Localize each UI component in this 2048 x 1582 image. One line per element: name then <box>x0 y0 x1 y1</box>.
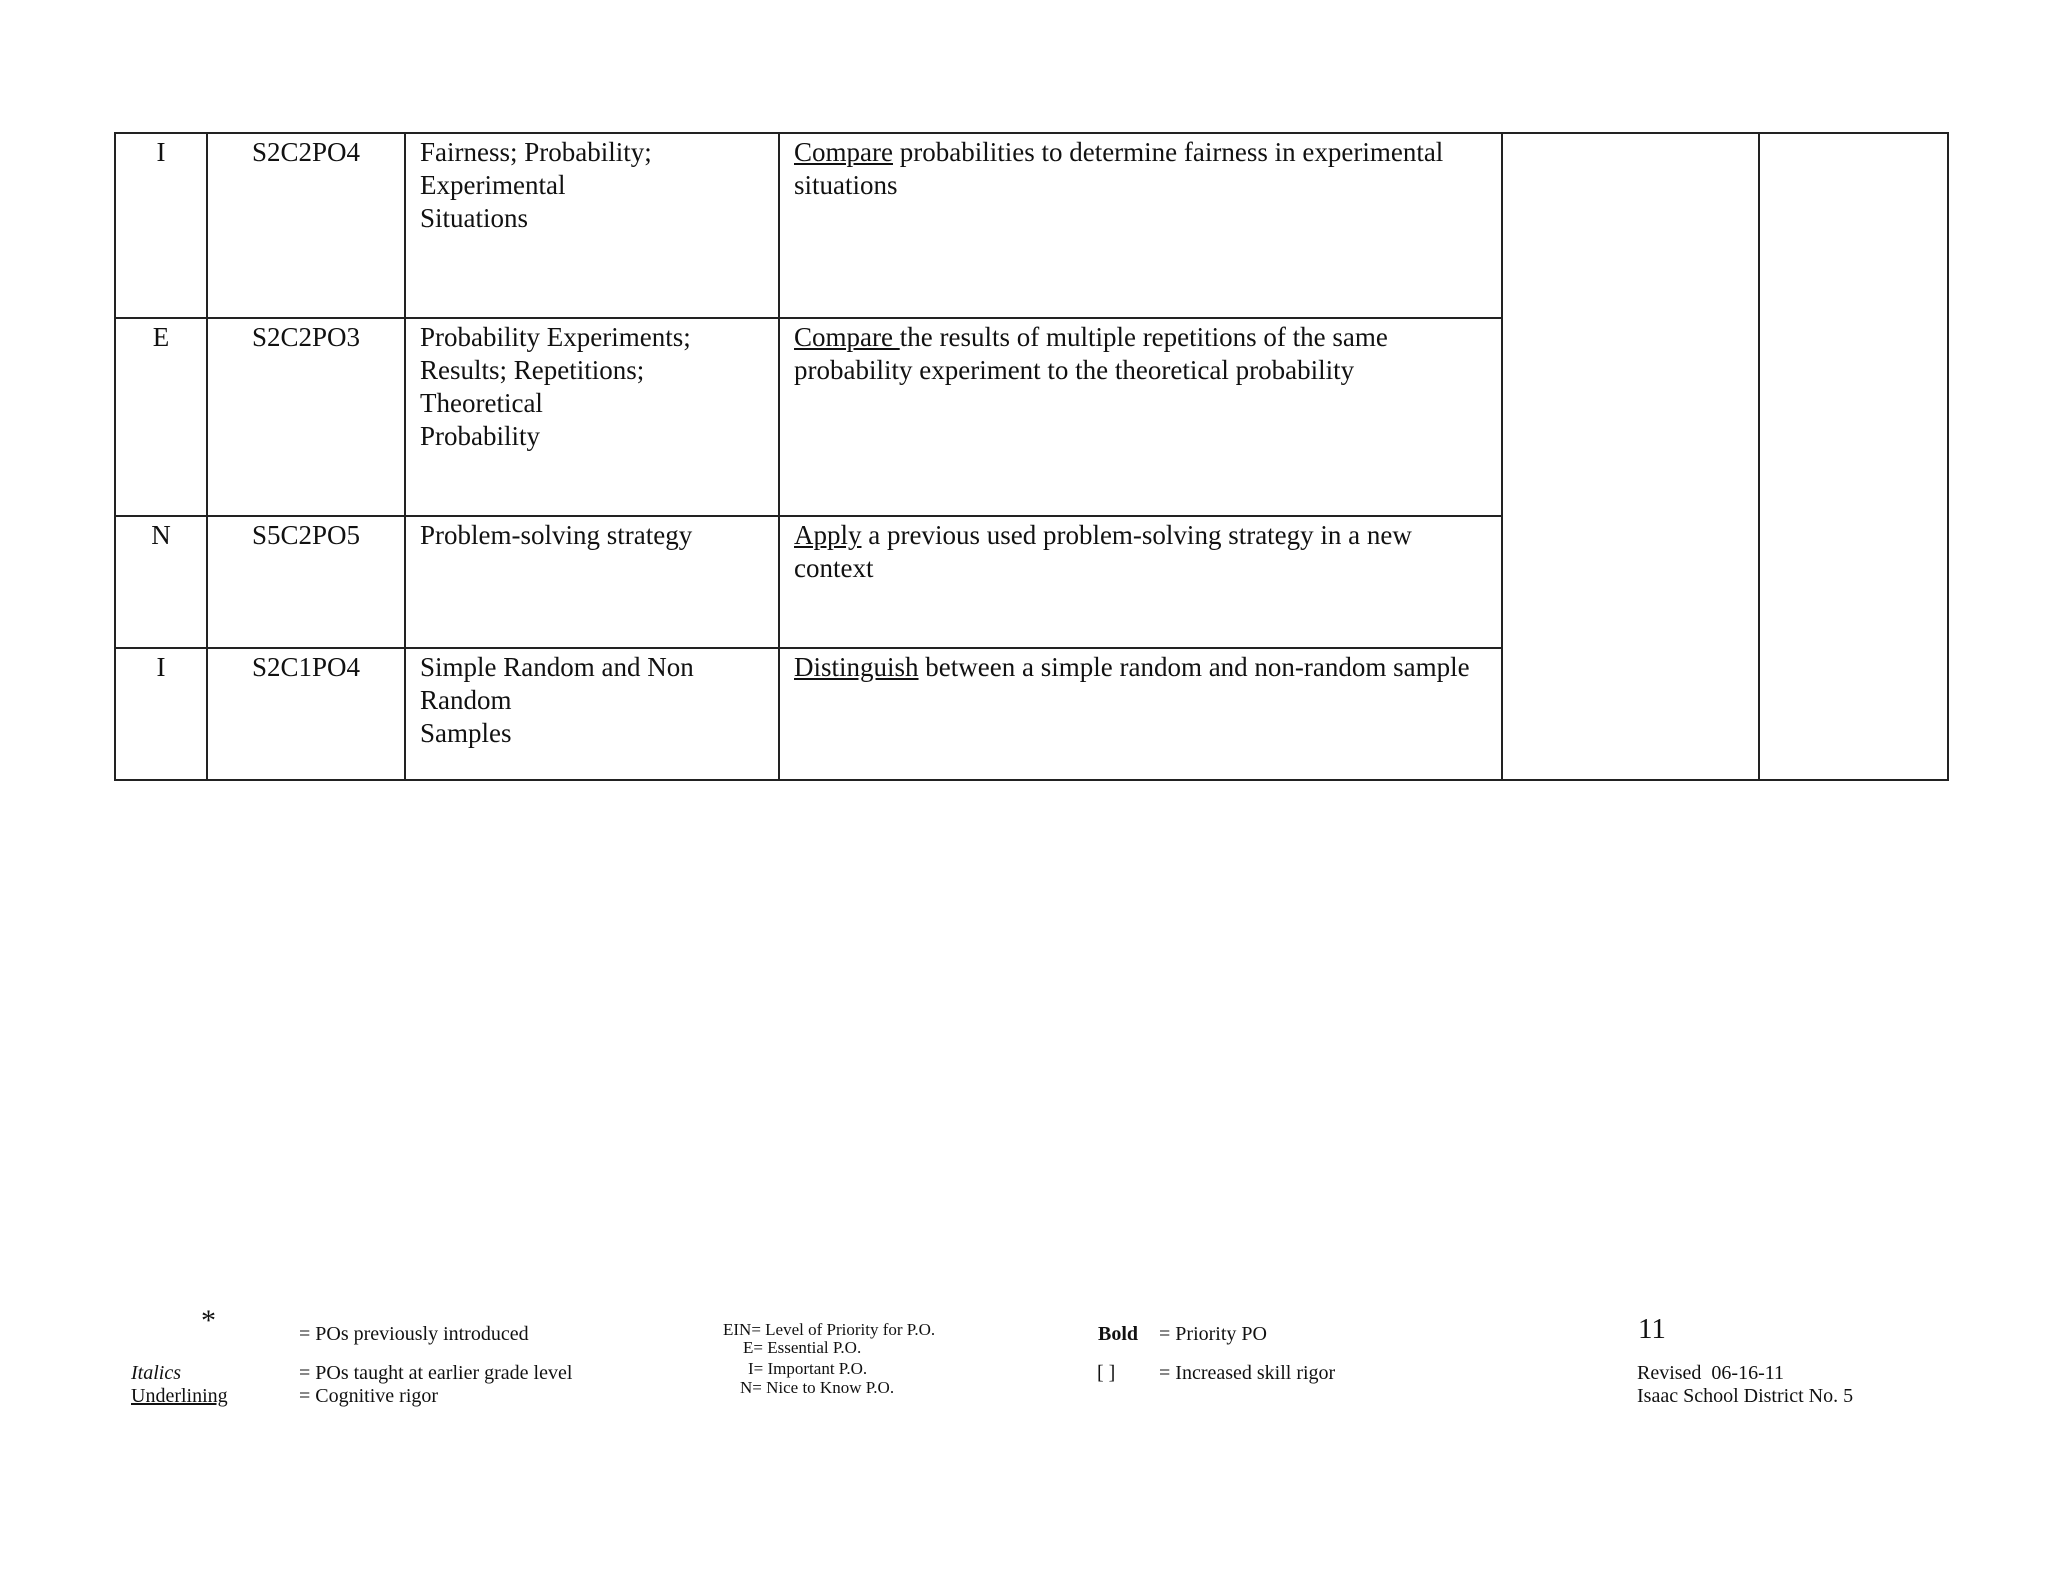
po-code-cell: S2C2PO4 <box>207 133 405 318</box>
revised-date: Revised 06-16-11 <box>1637 1362 1785 1384</box>
brackets-term: [ ] <box>1097 1362 1116 1384</box>
underlining-term: Underlining <box>131 1385 228 1407</box>
italics-term: Italics <box>131 1362 181 1384</box>
bold-description: = Priority PO <box>1159 1323 1267 1345</box>
po-code-cell: S5C2PO5 <box>207 516 405 648</box>
concept-line: Situations <box>420 203 529 233</box>
brackets-description: = Increased skill rigor <box>1159 1362 1336 1384</box>
asterisk-description: = POs previously introduced <box>299 1323 529 1345</box>
concept-line: Samples <box>420 718 512 748</box>
empty-column-cell <box>1759 133 1948 780</box>
objective-cell <box>779 318 1502 516</box>
po-code-cell: S2C2PO3 <box>207 318 405 516</box>
objective-verb: Compare <box>794 322 900 352</box>
asterisk-symbol: * <box>201 1304 216 1337</box>
objective-cell <box>779 133 1502 318</box>
district-name: Isaac School District No. 5 <box>1637 1385 1854 1407</box>
nice-to-know-legend: N= Nice to Know P.O. <box>740 1378 895 1397</box>
concepts-cell <box>405 133 779 318</box>
objective-verb: Distinguish <box>794 652 919 682</box>
concepts-cell <box>405 516 779 648</box>
essential-legend: E= Essential P.O. <box>743 1338 862 1357</box>
objective-text: the results of multiple repetitions of the same probability experiment to the theoretical probability <box>794 322 1388 385</box>
concepts-cell <box>405 318 779 516</box>
table-row <box>115 133 1948 318</box>
concept-line: Theoretical <box>420 388 543 418</box>
concept-line: Experimental <box>420 170 566 200</box>
concept-line: Simple Random and Non <box>420 652 694 682</box>
priority-level-cell: N <box>115 516 207 648</box>
bold-term: Bold <box>1098 1323 1139 1345</box>
concepts-cell <box>405 648 779 780</box>
po-code-cell: S2C1PO4 <box>207 648 405 780</box>
objective-text: a previous used problem-solving strategy in a new context <box>794 520 1412 583</box>
concept-line: Problem-solving strategy <box>420 520 693 550</box>
important-legend: I= Important P.O. <box>748 1359 868 1378</box>
objective-cell <box>779 516 1502 648</box>
page-number: 11 <box>1638 1313 1666 1345</box>
concept-line: Probability Experiments; <box>420 322 691 352</box>
italics-description: = POs taught at earlier grade level <box>299 1362 573 1384</box>
concept-line: Probability <box>420 421 540 451</box>
priority-level-cell: I <box>115 133 207 318</box>
priority-level-legend-title: EIN= Level of Priority for P.O. <box>723 1320 936 1339</box>
priority-level-cell: I <box>115 648 207 780</box>
objective-verb: Apply <box>794 520 862 550</box>
underlining-description: = Cognitive rigor <box>299 1385 439 1407</box>
concept-line: Results; Repetitions; <box>420 355 645 385</box>
objective-verb: Compare <box>794 137 893 167</box>
concept-line: Fairness; Probability; <box>420 137 652 167</box>
empty-column-cell <box>1502 133 1759 780</box>
curriculum-table <box>114 132 1949 781</box>
objective-cell <box>779 648 1502 780</box>
objective-text: between a simple random and non-random sample <box>918 652 1470 682</box>
priority-level-cell: E <box>115 318 207 516</box>
objective-text: probabilities to determine fairness in experimental situations <box>794 137 1444 200</box>
concept-line: Random <box>420 685 512 715</box>
